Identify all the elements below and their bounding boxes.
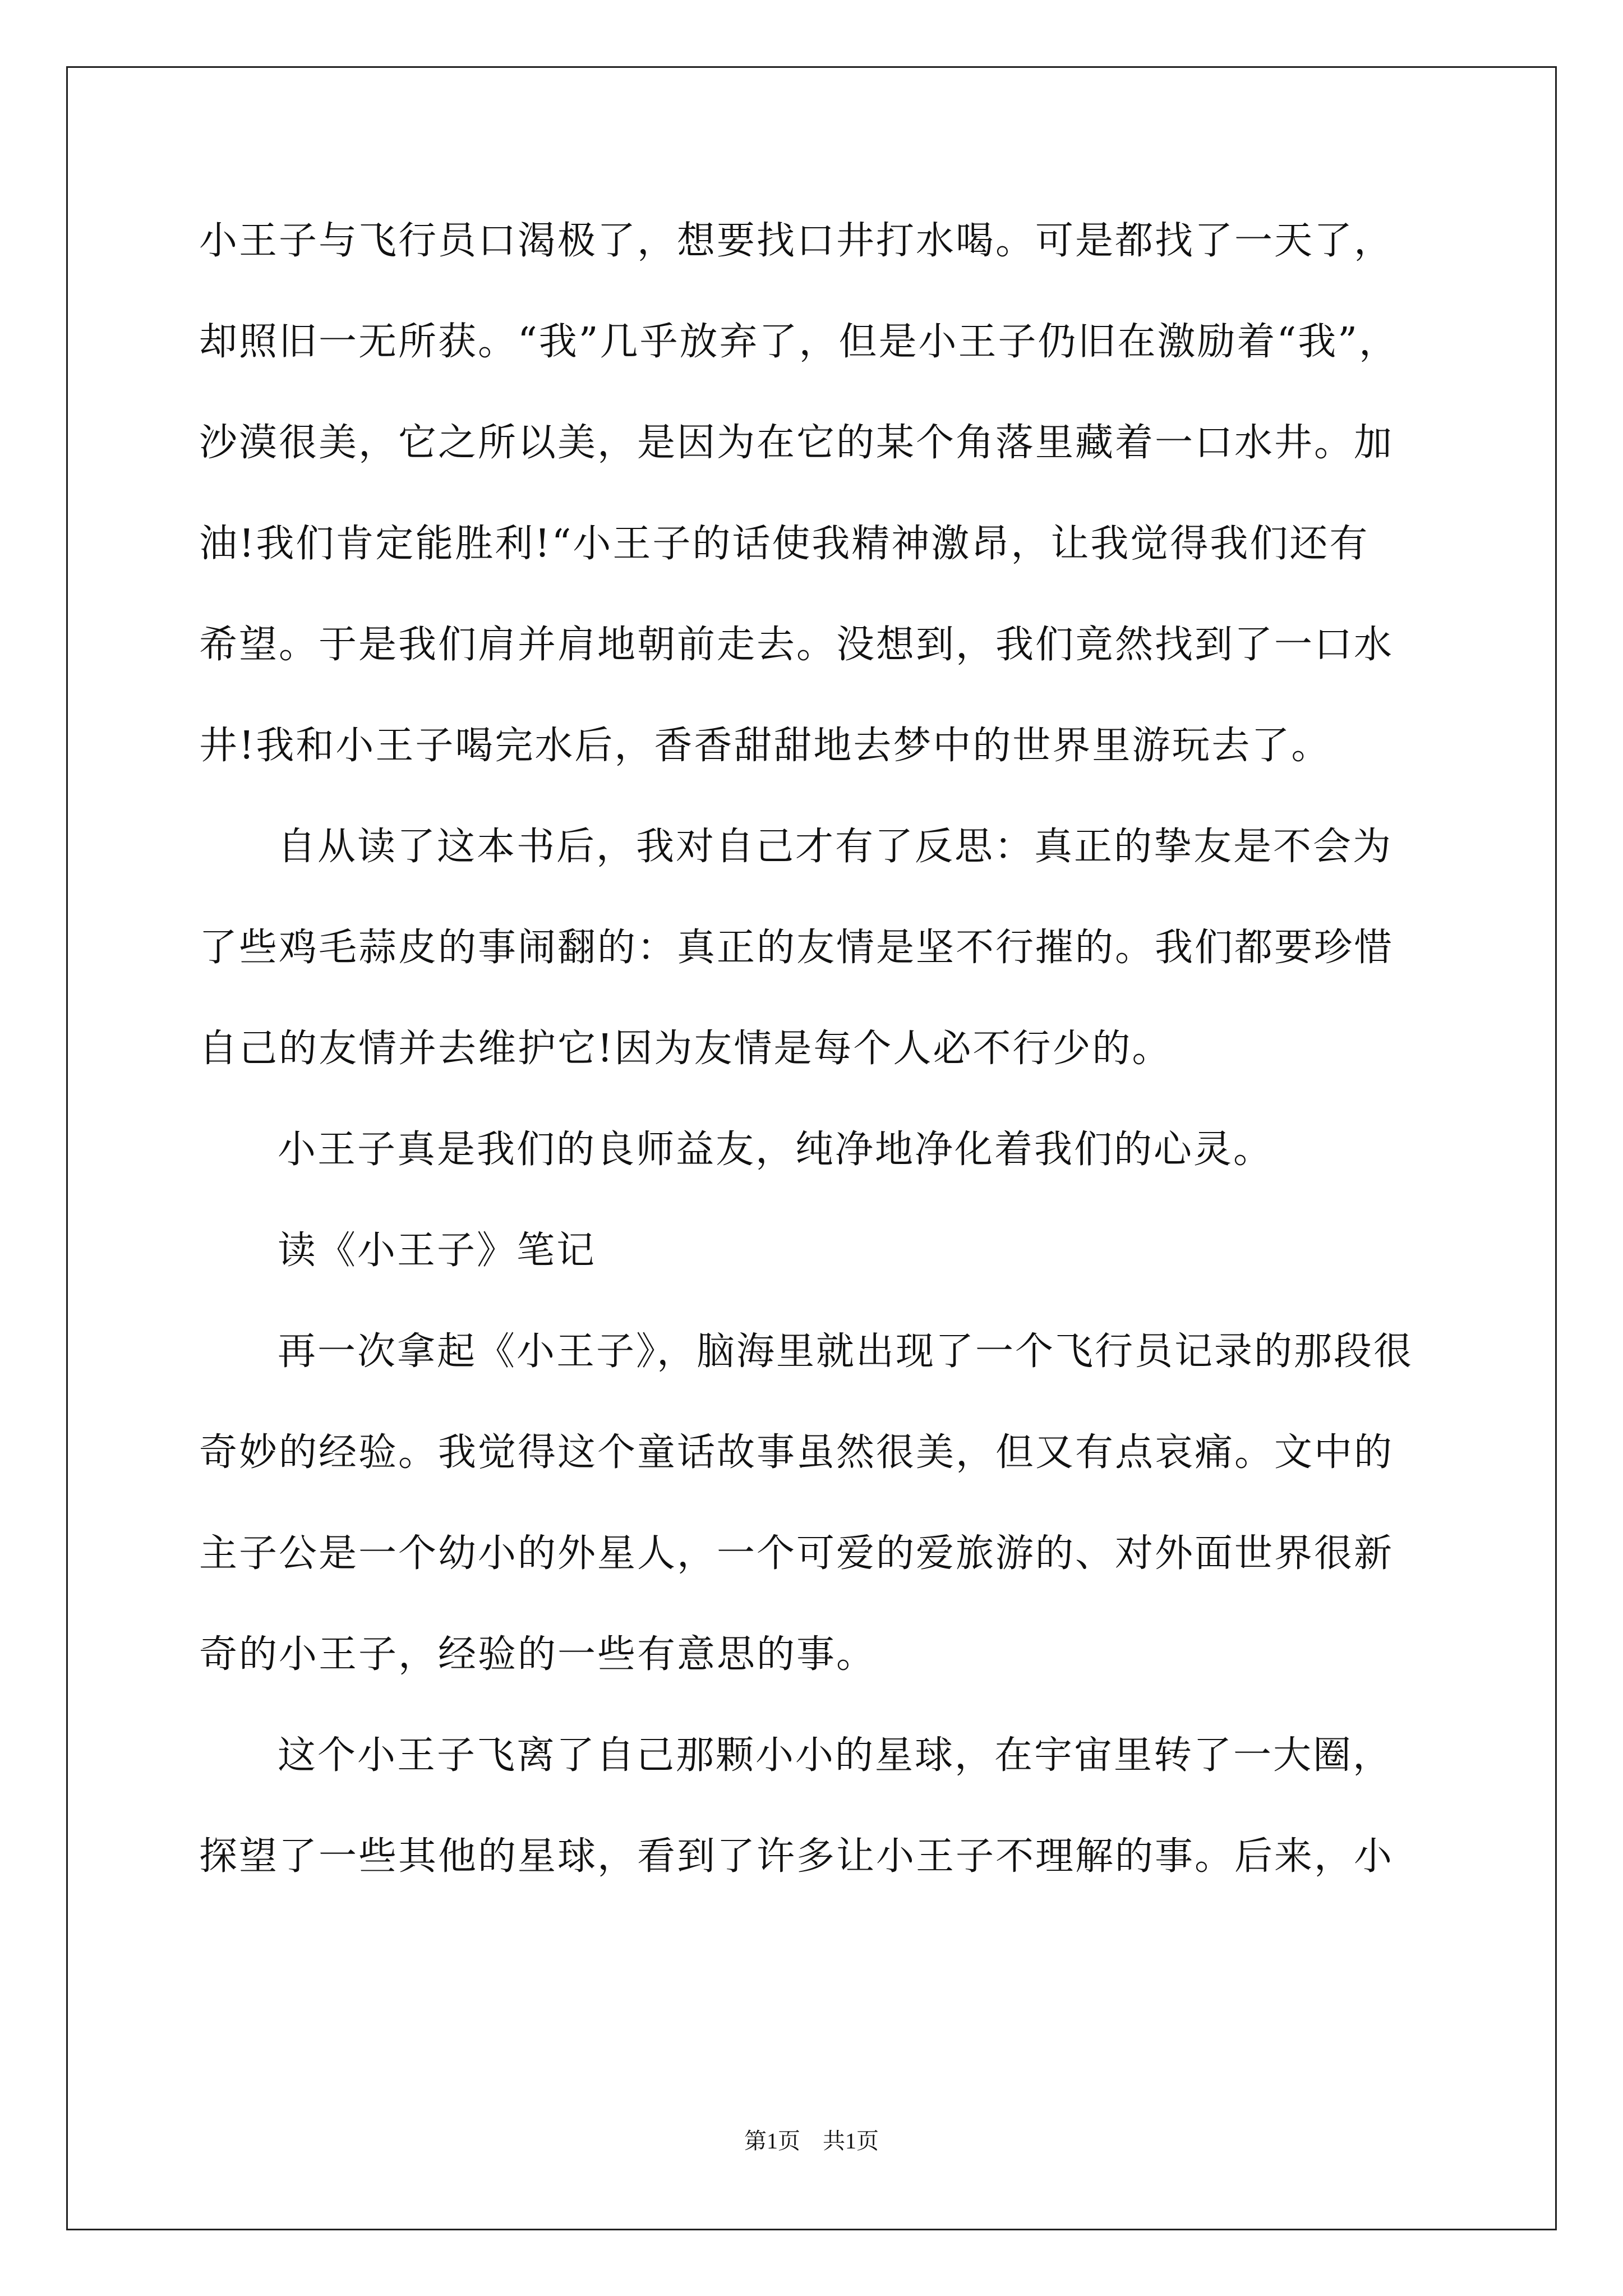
text-line: 主子公是一个幼小的外星人，一个可爱的爱旅游的、对外面世界很新	[199, 1531, 1394, 1576]
section-heading: 读《小王子》笔记	[278, 1228, 597, 1273]
paragraph-start-line: 自从读了这本书后，我对自己才有了反思：真正的挚友是不会为	[278, 825, 1393, 869]
text-line: 油!我们肯定能胜利!“小王子的话使我精神激昂，让我觉得我们还有	[199, 522, 1370, 566]
paragraph-start-line: 这个小王子飞离了自己那颗小小的星球，在宇宙里转了一大圈，	[278, 1733, 1393, 1778]
text-line: 了些鸡毛蒜皮的事闹翻的：真正的友情是坚不行摧的。我们都要珍惜	[199, 926, 1394, 970]
page-footer: 第1页 共1页	[744, 2128, 879, 2154]
text-line: 奇妙的经验。我觉得这个童话故事虽然很美，但又有点哀痛。文中的	[199, 1430, 1394, 1475]
text-line: 希望。于是我们肩并肩地朝前走去。没想到，我们竟然找到了一口水	[199, 623, 1394, 667]
paragraph-start-line: 再一次拿起《小王子》，脑海里就出现了一个飞行员记录的那段很	[278, 1329, 1414, 1374]
text-line: 却照旧一无所获。“我”几乎放弃了，但是小王子仍旧在激励着“我”，	[199, 320, 1399, 364]
text-line: 自己的友情并去维护它!因为友情是每个人必不行少的。	[199, 1027, 1172, 1071]
text-line: 小王子与飞行员口渴极了，想要找口井打水喝。可是都找了一天了，	[199, 219, 1394, 263]
paragraph-start-line: 小王子真是我们的良师益友，纯净地净化着我们的心灵。	[278, 1128, 1274, 1172]
text-line: 奇的小王子，经验的一些有意思的事。	[199, 1632, 877, 1677]
text-line: 探望了一些其他的星球，看到了许多让小王子不理解的事。后来，小	[199, 1834, 1394, 1879]
text-line: 井!我和小王子喝完水后，香香甜甜地去梦中的世界里游玩去了。	[199, 724, 1331, 768]
text-line: 沙漠很美，它之所以美，是因为在它的某个角落里藏着一口水井。加	[199, 421, 1394, 465]
